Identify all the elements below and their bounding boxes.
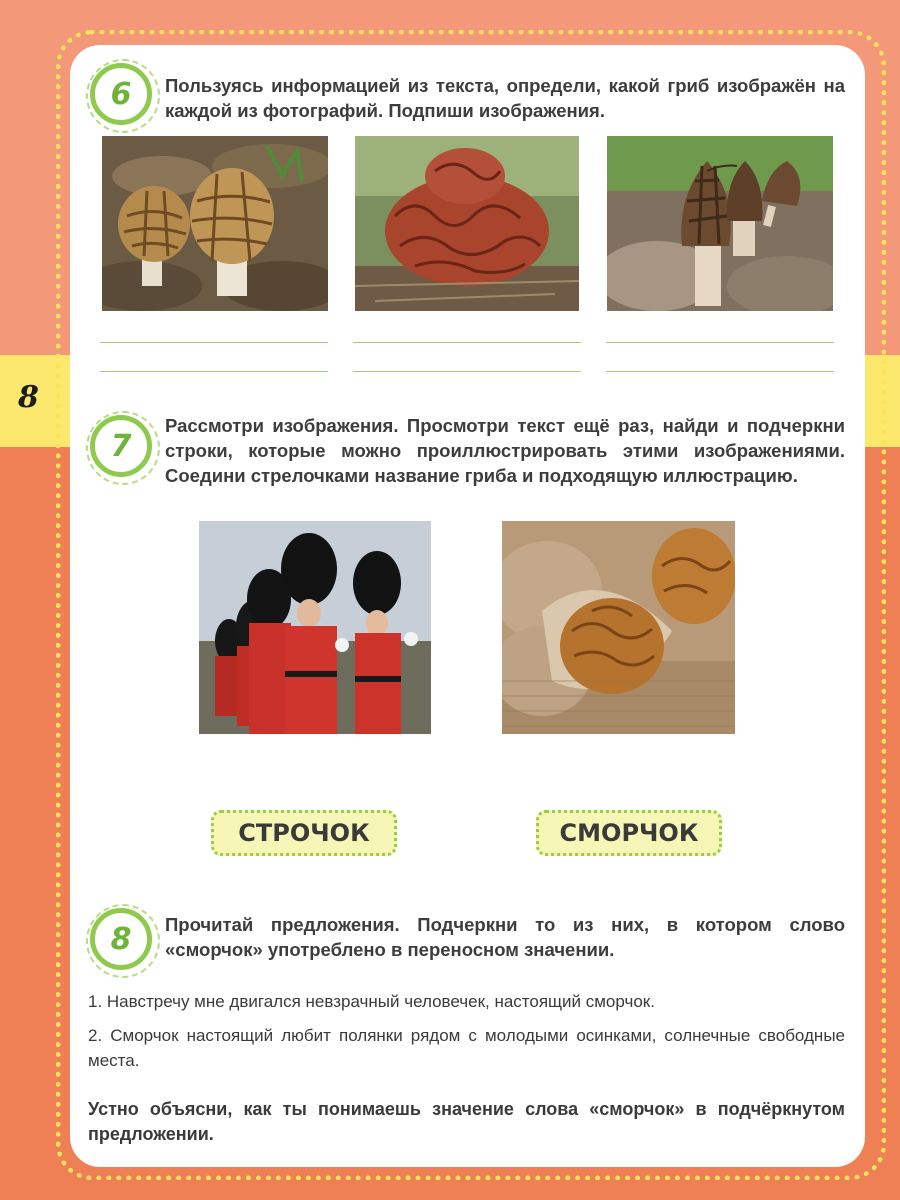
task-6-number: 6 [110,76,132,112]
task-8-number: 8 [110,921,132,957]
label-smorchok[interactable]: СМОРЧОК [536,810,722,856]
walnuts-photo [502,521,735,734]
answer-line-1a[interactable] [100,342,328,343]
task-7-badge [90,415,152,477]
answer-line-2a[interactable] [353,342,581,343]
guards-photo [199,521,431,734]
page-number: 8 [18,380,39,415]
oral-task: Устно объясни, как ты понимаешь значение слова «сморчок» в подчёркнутом предложении. [88,1099,845,1144]
mushroom-photo-3 [607,136,833,311]
mushroom-photo-1 [102,136,328,311]
task-7-number: 7 [110,428,132,464]
task-7-instruction: Рассмотри изображения. Просмотри текст ещё раз, найди и подчеркни строки, которые можно проиллюстрировать этими изображениями. Соедини стрелочками название гриба и подходящую иллюстрацию. [165,415,845,486]
label-strochok[interactable]: СТРОЧОК [211,810,397,856]
answer-line-3b[interactable] [606,371,834,372]
sentence-2[interactable]: 2. Сморчок настоящий любит полянки рядом с молодыми осинками, солнечные свободные места. [88,1026,845,1070]
task-6-instruction: Пользуясь информацией из текста, определи, какой гриб изображён на каждой из фотографий. Подпиши изображения. [165,75,845,121]
answer-line-2b[interactable] [353,371,581,372]
task-6-badge [90,63,152,125]
mushroom-photo-2 [355,136,579,311]
sentence-1[interactable]: 1. Навстречу мне двигался невзрачный человечек, настоящий сморчок. [88,992,655,1011]
task-8-instruction: Прочитай предложения. Подчеркни то из них, в котором слово «сморчок» употреблено в переносном значении. [165,914,845,960]
answer-line-1b[interactable] [100,371,328,372]
task-8-badge [90,908,152,970]
answer-line-3a[interactable] [606,342,834,343]
